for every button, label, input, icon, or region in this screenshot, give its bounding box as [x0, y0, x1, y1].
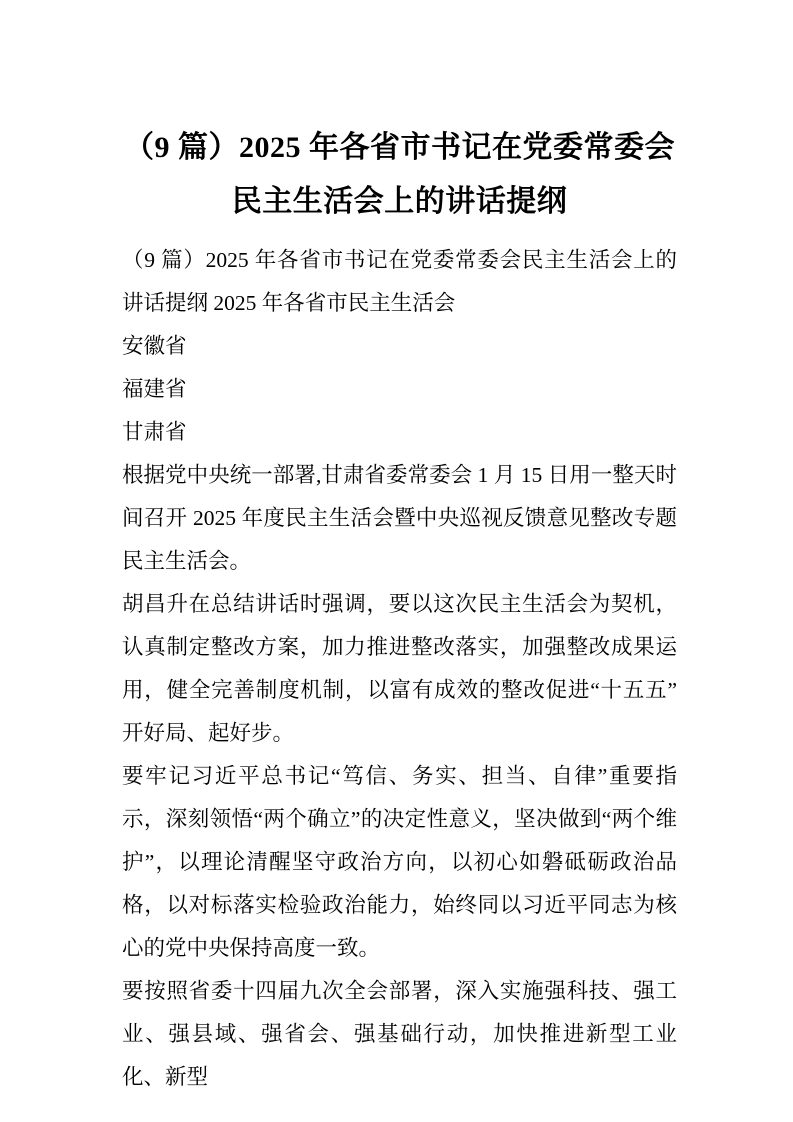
paragraph: 甘肃省 [122, 420, 187, 444]
paragraph: 胡昌升在总结讲话时强调，要以这次民主生活会为契机，认真制定整改方案，加力推进整改落实，加强整改成果运用，健全完善制度机制，以富有成效的整改促进“十五五”开好局、起好步。 [122, 592, 677, 745]
paragraph: 福建省 [122, 377, 187, 401]
page-title: （9 篇）2025 年各省市书记在党委常委会民主生活会上的讲话提纲 [124, 131, 675, 218]
paragraph: （9 篇）2025 年各省市书记在党委常委会民主生活会上的讲话提纲 2025 年各省市民主生活会 [122, 248, 677, 315]
document-body [122, 239, 677, 1099]
paragraph: 安徽省 [122, 334, 187, 358]
paragraph: 根据党中央统一部署,甘肃省委常委会 1 月 15 日用一整天时间召开 2025 年度民主生活会暨中央巡视反馈意见整改专题民主生活会。 [122, 463, 677, 573]
paragraph: 要按照省委十四届九次全会部署，深入实施强科技、强工业、强县域、强省会、强基础行动，加快推进新型工业化、新型 [122, 979, 677, 1089]
paragraph: 要牢记习近平总书记“笃信、务实、担当、自律”重要指示，深刻领悟“两个确立”的决定性意义，坚决做到“两个维护”，以理论清醒坚守政治方向，以初心如磐砥砺政治品格，以对标落实检验政治能力，始终同以习近平同志为核心的党中央保持高度一致。 [122, 764, 677, 960]
